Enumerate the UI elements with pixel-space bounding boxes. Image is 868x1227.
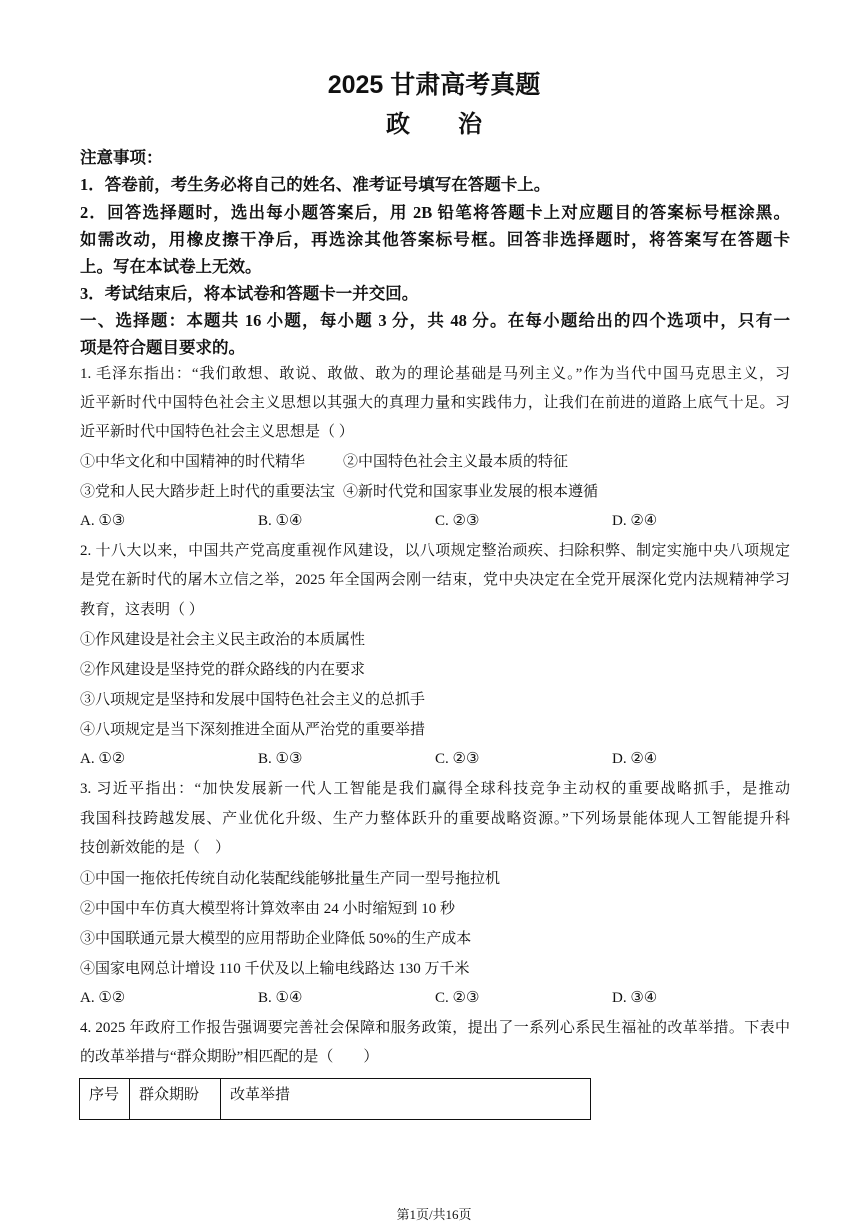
statement-option: ③八项规定是坚持和发展中国特色社会主义的总抓手 [80,692,426,708]
page-indicator: 第1页/共16页 [396,1207,472,1222]
statement-option: ③党和人民大踏步赶上时代的重要法宝 [80,484,336,500]
choice-d: D. ②④ [612,751,658,767]
statement-option: ③中国联通元景大模型的应用帮助企业降低 50%的生产成本 [80,931,472,947]
statement-option: ①作风建设是社会主义民主政治的本质属性 [80,632,366,648]
question-stem-line: 我国科技跨越发展、产业优化升级、生产力整体跃升的重要战略资源。”下列场景能体现人工智能提升科 [80,811,790,827]
statement-option: ④八项规定是当下深刻推进全面从严治党的重要举措 [80,722,426,738]
statement-option: ②中国中车仿真大模型将计算效率由 24 小时缩短到 10 秒 [80,901,456,917]
question-stem-line: 3. 习近平指出：“加快发展新一代人工智能是我们赢得全球科技竞争主动权的重要战略抓手，是推动 [80,781,790,797]
notice-line: 1．答卷前，考生务必将自己的姓名、准考证号填写在答题卡上。 [80,175,551,194]
question-stem-line: 4. 2025 年政府工作报告强调要完善社会保障和服务政策，提出了一系列心系民生福祉的改革举措。下表中 [80,1020,790,1036]
choice-a: A. ①② [80,751,126,767]
statement-option: ①中华文化和中国精神的时代精华 [80,454,306,470]
choice-d: D. ②④ [612,513,658,529]
question-stem-line: 教育，这表明（ ） [80,602,204,618]
choice-b: B. ①④ [258,990,303,1006]
statement-option: ②中国特色社会主义最本质的特征 [343,454,569,470]
question-stem-line: 1. 毛泽东指出：“我们敢想、敢说、敢做、敢为的理论基础是马列主义。”作为当代中国马克思主义，习 [80,366,790,382]
statement-option: ④新时代党和国家事业发展的根本遵循 [343,484,599,500]
question-stem-line: 技创新效能的是（ ） [80,840,231,856]
statement-option: ②作风建设是坚持党的群众路线的内在要求 [80,662,366,678]
notice-line: 3．考试结束后，将本试卷和答题卡一并交回。 [80,284,419,303]
choice-b: B. ①④ [258,513,303,529]
choice-d: D. ③④ [612,990,658,1006]
question-stem-line: 是党在新时代的屠木立信之举，2025 年全国两会刚一结束，党中央决定在全党开展深化党内法规精神学习 [80,572,790,588]
notice-heading: 注意事项： [80,148,163,167]
statement-option: ④国家电网总计增设 110 千伏及以上输电线路达 130 万千米 [80,961,470,977]
question-stem-line: 近平新时代中国特色社会主义思想是（ ） [80,424,354,440]
question-stem-line: 2. 十八大以来，中国共产党高度重视作风建设，以八项规定整治顽疾、扫除积弊、制定实施中央八项规定 [80,543,790,559]
notice-line: 2．回答选择题时，选出每小题答案后，用 2B 铅笔将答题卡上对应题目的答案标号框涂黑。 [80,203,790,222]
choice-b: B. ①③ [258,751,303,767]
table-header-cell: 序号 [80,1079,130,1120]
question-stem-line: 近平新时代中国特色社会主义思想以其强大的真理力量和实践伟力，让我们在前进的道路上底气十足。习 [80,395,790,411]
table-header-cell: 群众期盼 [130,1079,221,1120]
table-header-cell: 改革举措 [221,1079,591,1120]
table-header-row [80,1079,591,1120]
choice-a: A. ①② [80,990,126,1006]
reform-table [79,1078,591,1120]
choice-c: C. ②③ [435,990,480,1006]
exam-title: 2025 甘肃高考真题 [327,71,541,99]
choice-c: C. ②③ [435,513,480,529]
statement-option: ①中国一拖依托传统自动化装配线能够批量生产同一型号拖拉机 [80,871,501,887]
question-stem-line: 的改革举措与“群众期盼”相匹配的是（ ） [80,1049,379,1065]
notice-line: 如需改动，用橡皮擦干净后，再选涂其他答案标号框。回答非选择题时，将答案写在答题卡 [80,230,790,249]
subject-title: 政 治 [386,112,482,138]
notice-line: 上。写在本试卷上无效。 [80,257,262,276]
section-heading-line: 项是符合题目要求的。 [80,338,245,357]
section-heading-line: 一、选择题：本题共 16 小题，每小题 3 分，共 48 分。在每小题给出的四个选项中，只有一 [80,311,790,330]
choice-c: C. ②③ [435,751,480,767]
choice-a: A. ①③ [80,513,126,529]
